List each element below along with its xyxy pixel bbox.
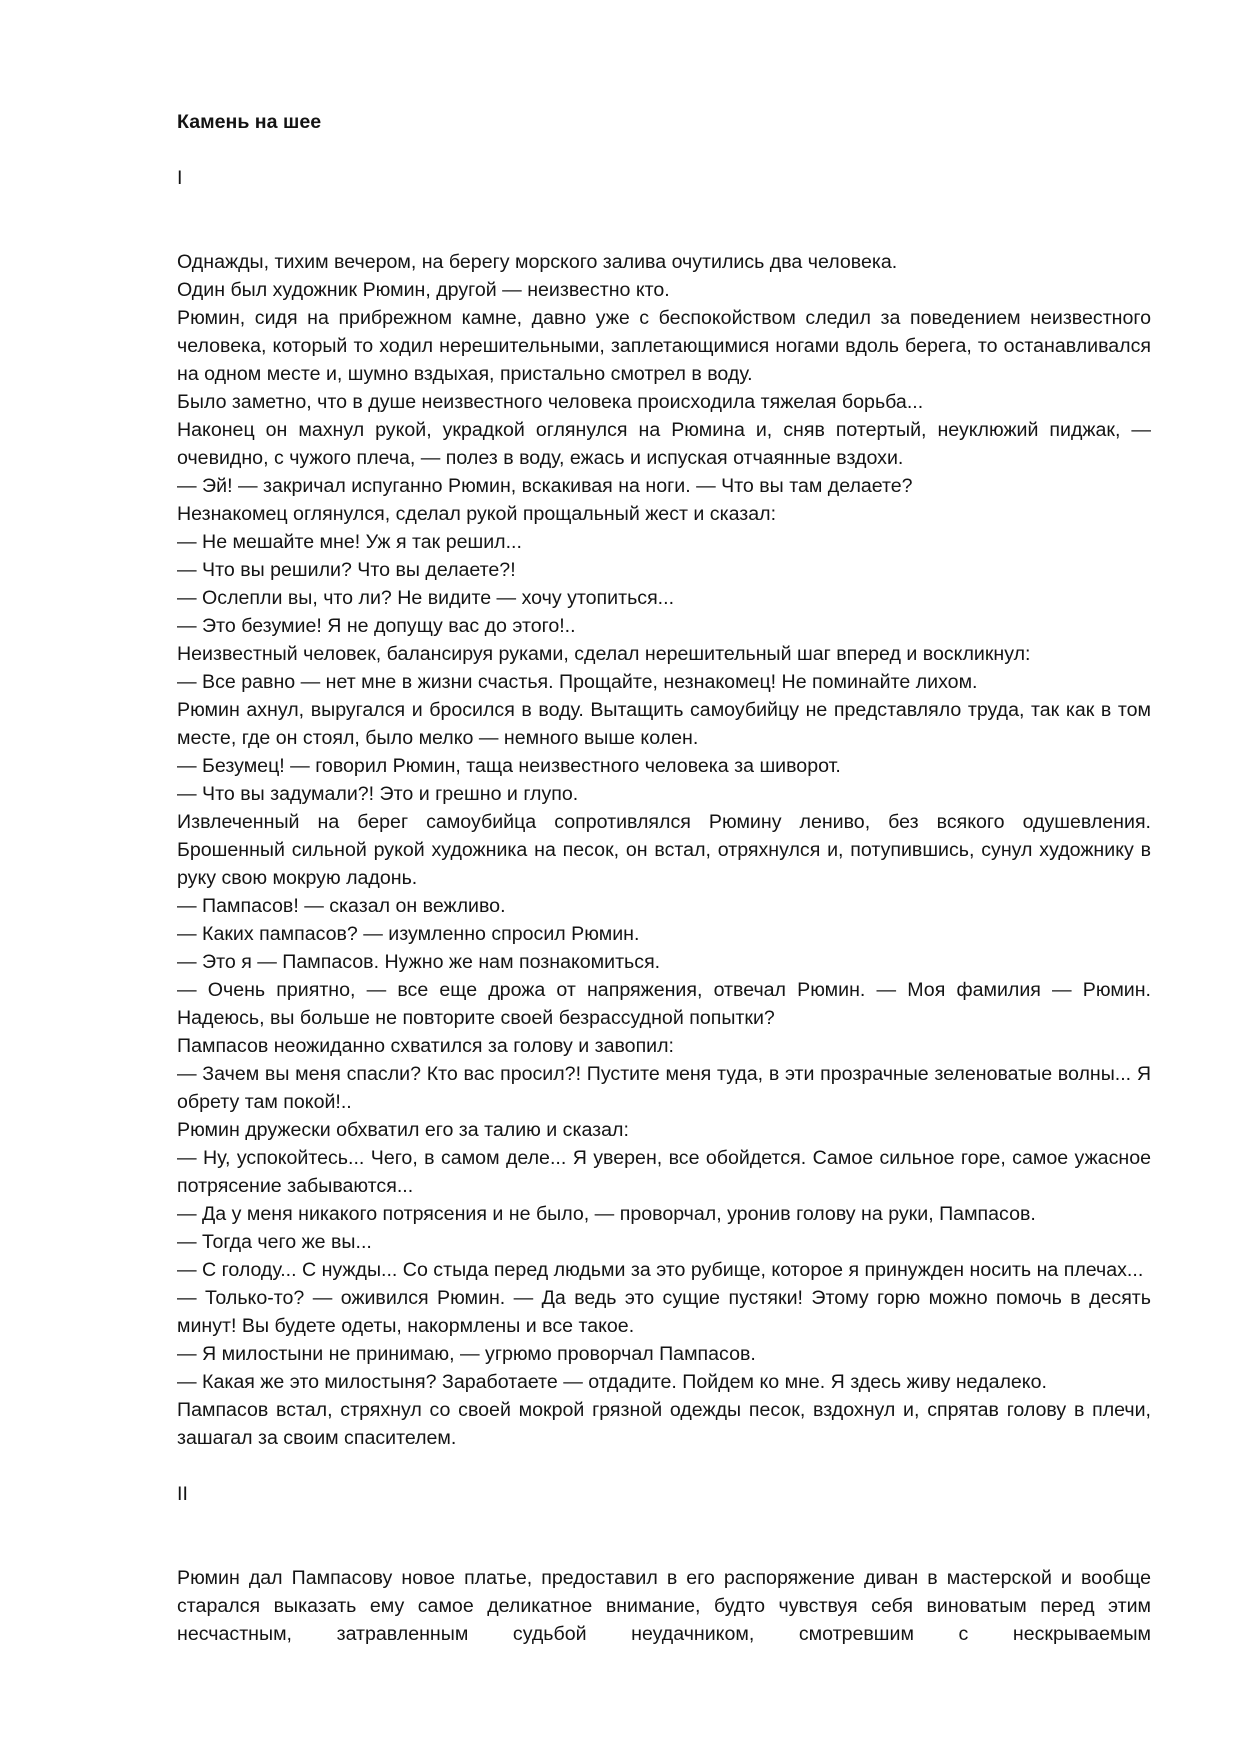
paragraph: — Ослепли вы, что ли? Не видите — хочу утопиться... [177,587,675,609]
paragraph: Однажды, тихим вечером, на берегу морского залива очутились два человека. [177,251,898,273]
paragraph: Пампасов встал, стряхнул со своей мокрой грязной одежды песок, вздохнул и, спрятав голову в плечи, зашагал за своим спасителем. [177,1399,1151,1449]
paragraph: — Какая же это милостыня? Заработаете — отдадите. Пойдем ко мне. Я здесь живу недалеко. [177,1371,1047,1393]
paragraph: — Что вы решили? Что вы делаете?! [177,559,516,581]
paragraph: — Пампасов! — сказал он вежливо. [177,895,506,917]
paragraph: — С голоду... С нужды... Со стыда перед людьми за это рубище, которое я принужден носить на плечах... [177,1259,1144,1281]
paragraph: — Я милостыни не принимаю, — угрюмо проворчал Пампасов. [177,1343,756,1365]
paragraph: — Не мешайте мне! Уж я так решил... [177,531,522,553]
paragraph: Извлеченный на берег самоубийца сопротивлялся Рюмину лениво, без всякого одушевления. Брошенный сильной рукой художника на песок, он встал, отряхнулся и, потупившись, сунул художнику в руку свою мокрую ладонь. [177,811,1151,889]
paragraph: — Что вы задумали?! Это и грешно и глупо. [177,783,579,805]
paragraph: — Каких пампасов? — изумленно спросил Рюмин. [177,923,640,945]
spacer [177,1536,1151,1564]
paragraph: — Только-то? — оживился Рюмин. — Да ведь это сущие пустяки! Этому горю можно помочь в десять минут! Вы будете одеты, накормлены и все такое. [177,1287,1151,1337]
paragraph: Незнакомец оглянулся, сделал рукой прощальный жест и сказал: [177,503,777,525]
paragraph: Рюмин ахнул, выругался и бросился в воду. Вытащить самоубийцу не представляло труда, так как в том месте, где он стоял, было мелко — немного выше колен. [177,699,1151,749]
paragraph: — Безумец! — говорил Рюмин, таща неизвестного человека за шиворот. [177,755,841,777]
paragraph: — Очень приятно, — все еще дрожа от напряжения, отвечал Рюмин. — Моя фамилия — Рюмин. Надеюсь, вы больше не повторите своей безрассудной попытки? [177,979,1151,1029]
spacer [177,1452,1151,1480]
paragraph: Рюмин дал Пампасову новое платье, предоставил в его распоряжение диван в мастерской и вообще старался выказать ему самое деликатное внимание, будто чувствуя себя виноватым перед этим несчастным, затравленным судьбой неудачником, смотревшим с нескрываемым [177,1567,1151,1645]
paragraph: — Ну, успокойтесь... Чего, в самом деле... Я уверен, все обойдется. Самое сильное горе, самое ужасное потрясение забываются... [177,1147,1151,1197]
paragraph: — Зачем вы меня спасли? Кто вас просил?! Пустите меня туда, в эти прозрачные зеленоватые волны... Я обрету там покой!.. [177,1063,1151,1113]
paragraph: — Это безумие! Я не допущу вас до этого!.. [177,615,576,637]
document-title: Камень на шее [177,111,322,133]
paragraph: — Эй! — закричал испуганно Рюмин, вскакивая на ноги. — Что вы там делаете? [177,475,913,497]
paragraph: — Тогда чего же вы... [177,1231,372,1253]
paragraph: Рюмин дружески обхватил его за талию и сказал: [177,1119,629,1141]
paragraph: Рюмин, сидя на прибрежном камне, давно уже с беспокойством следил за поведением неизвестного человека, который то ходил нерешительными, заплетающимися ногами вдоль берега, то останавливался на одном месте и, шумно вздыхая, пристально смотрел в воду. [177,307,1151,385]
paragraph: — Да у меня никакого потрясения и не было, — проворчал, уронив голову на руки, Пампасов. [177,1203,1036,1225]
paragraph: Один был художник Рюмин, другой — неизвестно кто. [177,279,670,301]
chapter-heading-1: I [177,167,183,189]
chapter-2-body [177,1564,1151,1648]
paragraph: Наконец он махнул рукой, украдкой оглянулся на Рюмина и, сняв потертый, неуклюжий пиджак, — очевидно, с чужого плеча, — полез в воду, ежась и испуская отчаянные вздохи. [177,419,1151,469]
paragraph: Пампасов неожиданно схватился за голову и завопил: [177,1035,674,1057]
spacer [177,220,1151,248]
paragraph: — Все равно — нет мне в жизни счастья. Прощайте, незнакомец! Не поминайте лихом. [177,671,978,693]
chapter-1-body [177,248,1151,1452]
document-page [177,108,1151,1648]
paragraph: Было заметно, что в душе неизвестного человека происходила тяжелая борьба... [177,391,924,413]
paragraph: Неизвестный человек, балансируя руками, сделал нерешительный шаг вперед и воскликнул: [177,643,1031,665]
chapter-heading-2: II [177,1483,188,1505]
paragraph: — Это я — Пампасов. Нужно же нам познакомиться. [177,951,661,973]
